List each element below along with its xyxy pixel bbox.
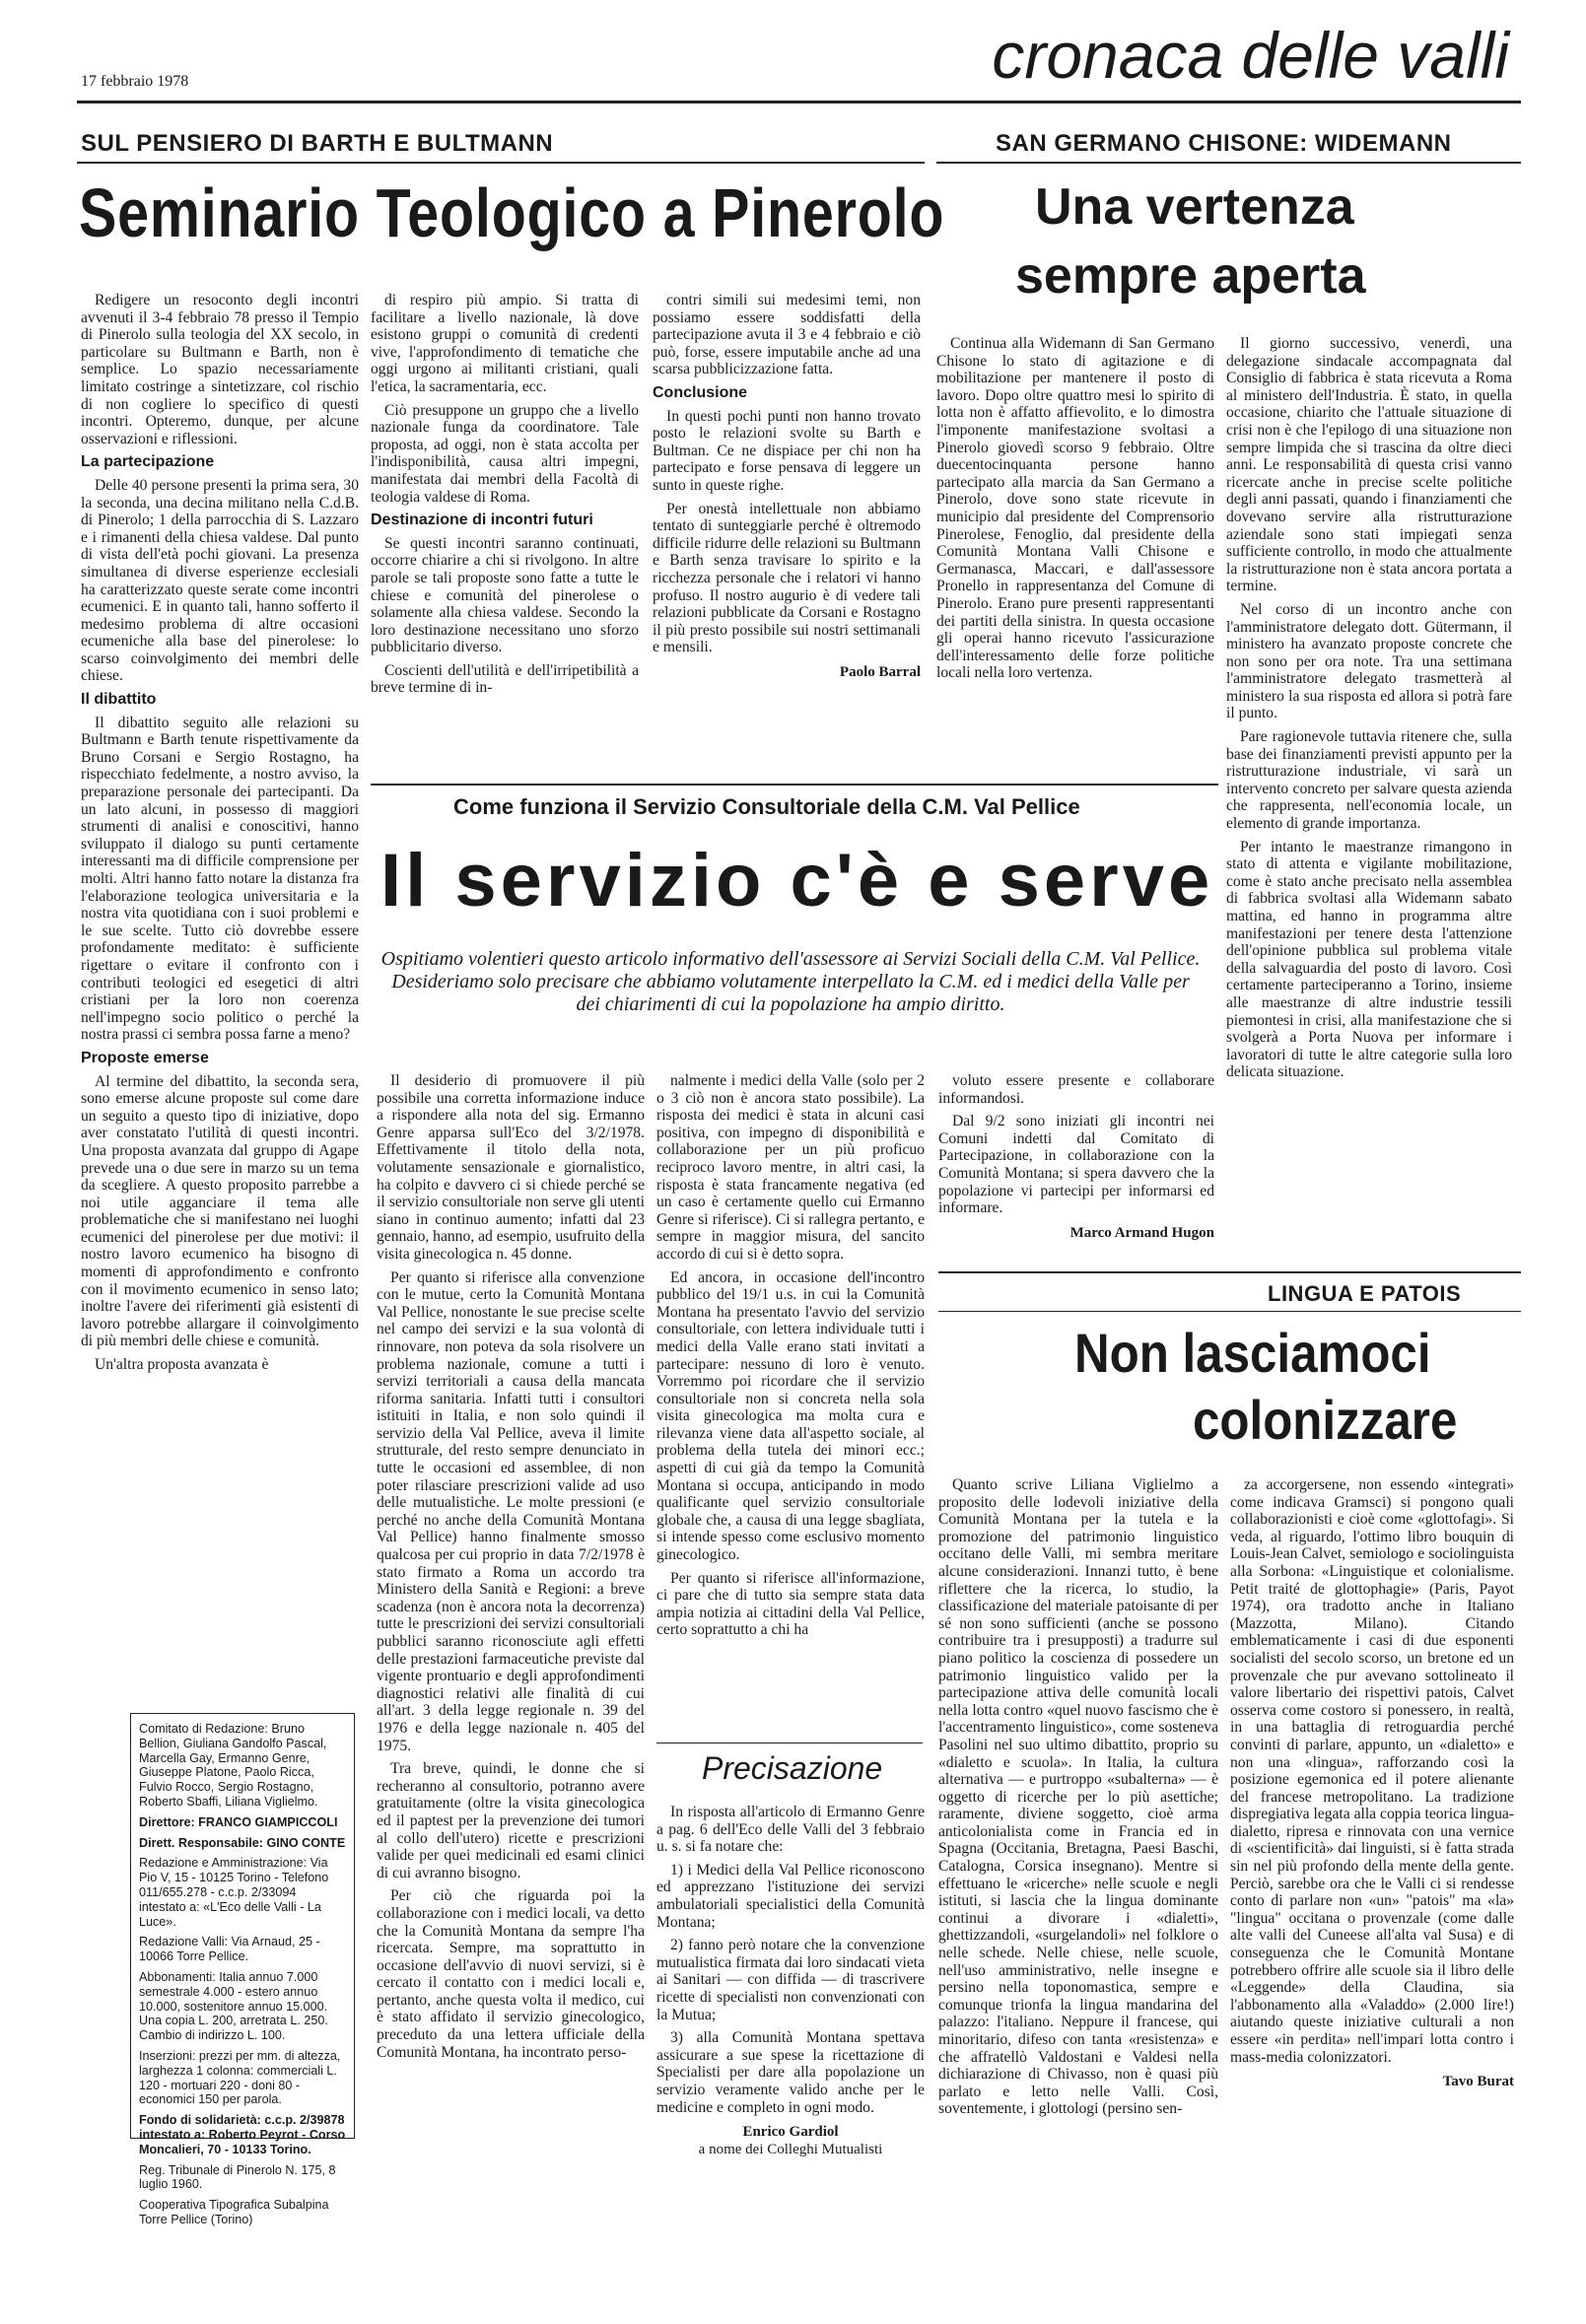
issue-date: 17 febbraio 1978: [81, 73, 189, 90]
redazione-comitato: Comitato di Redazione: Bruno Bellion, Giuliana Gandolfo Pascal, Marcella Gay, Ermanno Genre, Giuseppe Platone, Paolo Ricca, Fulvio Rocco, Sergio Rostagno, Roberto Sbaffi, Liliana Viglielmo.: [139, 1722, 327, 1809]
masthead-rule: [77, 101, 1521, 103]
kicker-rule-right: [936, 162, 1521, 164]
art5-column-2: za accorgersene, non essendo «integrati» come indicava Gramsci) si pongono quali collaborazionisti e cioè come «glottofagi». Si veda, al riguardo, l'ottimo libro bouquin di Louis-Jean Calvet, semiologo e sociolinguista alla Sorbona: «Linguistique et colonialisme. Petit traité de glottophagie» (Paris, Payot 1974), ora tradotto anche in Italiano (Mazzotta, Milano). Citando emblematicamente i casi di due esponenti socialisti del secolo scorso, un bretone ed un provenzale che pur avevano sottolineato il valore libertario dei rispettivi patois, Calvet osserva come costoro si ponessero, in realtà, in una battaglia di retroguardia perché convinti di parlare, appunto, un «dialetto» e non una «lingua», rafforzando così la posizione egemonica ed il potere alienante del francese metropolitano. La tradizione dispregiativa legata alla coppia teorica lingua-dialetto, ripresa e rinnovata con una vernice di «scientificità» dai linguisti, si è fatta strada sin nel più profondo della mente della gente. Perciò, sarebbe ora che le Valli ci si rendesse conto di parlare non «un» "patois" ma «la» "lingua" occitana o provenzale (come dalle alte valli del Cuneese all'alta val Susa) e di conseguenza che le Comunità Montane potrebbero offrire alle scuole sia il libro delle «Leggende» della Claudina, sia l'abbonamento alla «Valaddo» (2.000 lire!) aiutando queste iniziative culturali a non essere «in perdita» nell'impari lotta contro i mass-media colonizzatori. Tavo Burat: [1230, 1476, 1514, 2090]
headline-lasciamoci-2: colonizzare: [1193, 1389, 1458, 1451]
redazione-responsabile: Dirett. Responsabile: GINO CONTE: [139, 1835, 346, 1850]
art1-column-1: Redigere un resoconto degli incontri avvenuti il 3-4 febbraio 78 presso il Tempio di Pinerolo sulla teologia del XX secolo, in particolare su Bultmann e Barth, non è semplice. Lo spazio necessariamente limitato costringe a sintetizzare, col rischio di non cogliere lo specifico di questi incontri. Opteremo, dunque, per alcune osservazioni e riflessioni. La partecipazione Delle 40 persone presenti la prima sera, 30 la seconda, una decina militano nella C.d.B. di Pinerolo; 1 della parrocchia di S. Lazzaro e i rimanenti della chiesa valdese. Dal punto di vista dell'età pochi giovani. La presenza simultanea di diverse esperienze ecclesiali ha caratterizzato queste serate come incontri ecumenici. E in quanto tali, hanno sofferto il medesimo problema di altre occasioni ecumeniche alla base del pinerolese: lo scarso coinvolgimento dei membri delle chiese. Il dibattito Il dibattito seguito alle relazioni su Bultmann e Barth tenute rispettivamente da Bruno Corsani e Sergio Rostagno, ha rispecchiato fedelmente, a nostro avviso, la preparazione personale dei partecipanti. Da un lato alcuni, in possesso di maggiori strumenti di analisi e conoscitivi, hanno sviluppato il dialogo su punti certamente interessanti ma di difficile comprensione per molti. Altri hanno fatto notare la distanza fra l'elaborazione teologica universitaria e la nostra vita quotidiana con i suoi problemi e le sue scelte. Tutto ciò dovrebbe essere profondamente meditato: è sufficiente rigettare o evitare il confronto con i contributi teologici ed esegetici di altri cristiani per la loro non coerenza nell'impegno socio politico o perché la nostra prassi ci sembra possa farne a meno? Proposte emerse Al termine del dibattito, la seconda sera, sono emerse alcune proposte sul come dare un seguito a questo tipo di iniziative, dopo aver constatato l'utilità di questi incontri. Una proposta avanzata dal gruppo di Agape prevede una o due sere in marzo su un tema da scegliere. A questo proposito parrebbe a noi utile agganciare il tema alle problematiche che si manifestano nei luoghi ecumenici del pinerolese per due motivi: il nostro lavoro ecumenico ha bisogno di momenti di approfondimento e confronto con il movimento ecumenico in senso lato; inoltre l'avere dei riferimenti già esistenti di lavoro potrebbe allargare il coinvolgimento di più membri delle chiese e comunità. Un'altra proposta avanzata è: [81, 292, 359, 1374]
art2-column-2: Il giorno successivo, venerdì, una delegazione sindacale accompagnata dal Consiglio di fabbrica è stata ricevuta a Roma al ministero dell'Industria. È stato, in quella occasione, chiarito che l'attuale situazione di crisi non è che l'epilogo di una situazione non sempre limpida che si trascina da oltre dieci anni. Le responsabilità di questa crisi vanno ricercate anche in precise scelte politiche degli anni passati, quando i finanziamenti che dovevano servire alla ristrutturazione aziendale sono stati impiegati senza sufficiente controllo, in modo che attualmente la ristrutturazione non è stata ancora portata a termine. Nel corso di un incontro anche con l'amministratore delegato dott. Gütermann, il ministero ha avanzato proposte concrete che non sono per ora note. Tra una settimana l'amministratore delegato trasmetterà al ministero la sua risposta ed allora si potrà fare il punto. Pare ragionevole tuttavia ritenere che, sulla base dei finanziamenti previsti appunto per la ristrutturazione industriale, vi sarà un intervento concreto per salvare questa azienda che rappresenta, nell'economia locale, un elemento di grande importanza. Per intanto le maestranze rimangono in stato di attenta e vigilante mobilitazione, come è stato anche precisato nella assemblea di fabbrica svoltasi alla Widemann sabato mattina, ed hanno in programma altre manifestazioni per tenere desta l'attenzione dell'opinione pubblica sul problema vitale della salvaguardia del posto di lavoro. Così certamente parteciperanno a Torino, insieme alle maestranze di altre industrie tessili piemontesi in crisi, alla manifestazione che si svolgerà a Porta Nuova per informare i lavoratori di tutte le altre categorie sulla loro delicata situazione.: [1226, 335, 1512, 1081]
art5-top-rule: [938, 1271, 1521, 1273]
redazione-tipografia: Cooperativa Tipografica Subalpina Torre Pellice (Torino): [139, 2198, 329, 2226]
redazione-box: [130, 1713, 355, 2226]
redazione-valli: Redazione Valli: Via Arnaud, 25 - 10066 Torre Pellice.: [139, 1935, 320, 1964]
redazione-registro: Reg. Tribunale di Pinerolo N. 175, 8 luglio 1960.: [139, 2162, 336, 2192]
signature-hugon: Marco Armand Hugon: [1069, 1224, 1214, 1241]
redazione-fondo: Fondo di solidarietà: c.c.p. 2/39878 intestato a: Roberto Peyrot - Corso Moncalieri, 70 - 10133 Torino.: [139, 2113, 346, 2156]
art1-column-3: contri simili sui medesimi temi, non possiamo essere soddisfatti della partecipazione avuta il 3 e 4 febbraio e ciò può, forse, essere imputabile anche ad una scarsa pubblicizzazione fatta. Conclusione In questi pochi punti non hanno trovato posto le relazioni svolte su Barth e Bultman. Ce ne dispiace per chi non ha partecipato e forse pensava di leggere un sunto in queste righe. Per onestà intellettuale non abbiamo tentato di sunteggiarle perché è oltremodo difficile ridurre delle relazioni su Bultmann e Barth senza travisare lo spirito e la ricchezza personale che i relatori vi hanno profuso. Il nostro augurio è di vedere tali relazioni pubblicate da Corsani e Rostagno il più presto possibile sui nostri settimanali e mensili. Paolo Barral: [653, 292, 921, 680]
kicker-barth: SUL PENSIERO DI BARTH E BULTMANN: [81, 130, 554, 157]
redazione-direttore: Direttore: FRANCO GIAMPICCOLI: [139, 1814, 338, 1829]
signature-gardiol-sub: a nome dei Colleghi Mutualisti: [698, 2141, 883, 2157]
art3-column-2: nalmente i medici della Valle (solo per 2 o 3 ciò non è ancora stato possibile). La risposta dei medici è stata in alcuni casi positiva, con impegno di disponibilità e collaborazione per un più proficuo reciproco lavoro mentre, in altri casi, la risposta è stata francamente negativa (ed un caso è certamente quello cui Ermanno Genre si riferisce). Ci si rallegra pertanto, e sempre in maggior misura, del sancito accordo di cui si è detto sopra. Ed ancora, in occasione dell'incontro pubblico del 19/1 u.s. in cui la Comunità Montana ha presentato l'avvio del servizio consultoriale, con lettera individuale tutti i medici della Valle erano stati invitati a partecipare: nessuno di loro è venuto. Vorremmo poi ricordare che il servizio consultoriale non si concreta nella sola visita ginecologica ma molta cura e rilevanza viene data all'aspetto sociale, al problema della tutela dei minori ecc.; aspetti di cui già da tempo la Comunità Montana si occupa, anticipando in modo qualificante quel servizio consultoriale globale che, a causa di una legge sbagliata, si intende spesso come esclusivo momento ginecologico. Per quanto si riferisce all'informazione, ci pare che di tutto sia sempre stata data ampia notizia ai cittadini della Val Pellice, certo soprattutto a chi ha: [656, 1072, 925, 1639]
art3-top-rule: [371, 784, 1218, 786]
precisazione-title: Precisazione: [702, 1750, 883, 1786]
kicker-rule-left: [77, 162, 925, 164]
headline-servizio: Il servizio c'è e serve: [380, 839, 1214, 923]
masthead: [77, 18, 1521, 97]
art3-intro: Ospitiamo volentieri questo articolo informativo dell'assessore ai Servizi Sociali della C.M. Val Pellice. Desideriamo solo precisare che abbiamo volutamente interpellato la C.M. ed i medici della Valle per dei chiarimenti di cui la popolazione ha ampio diritto.: [380, 948, 1201, 1015]
redazione-inserzioni: Inserzioni: prezzi per mm. di altezza, larghezza 1 colonna: commerciali L. 120 - mortuari 220 - doni 80 - economici 150 per parola.: [139, 2048, 341, 2107]
kicker-widemann: SAN GERMANO CHISONE: WIDEMANN: [996, 130, 1452, 157]
headline-vertenza-2: sempre aperta: [1015, 247, 1366, 305]
signature-barral: Paolo Barral: [839, 663, 921, 680]
signature-burat: Tavo Burat: [1442, 2074, 1514, 2090]
signature-gardiol: Enrico Gardiol: [742, 2124, 839, 2141]
redazione-abbonamenti: Abbonamenti: Italia annuo 7.000 semestrale 4.000 - estero annuo 10.000, sostenitore annuo 15.000. Una copia L. 200, arretrata L. 250. Cambio di indirizzo L. 100.: [139, 1969, 328, 2043]
kicker-patois: LINGUA E PATOIS: [1268, 1281, 1462, 1306]
art3-column-3: voluto essere presente e collaborare informandosi. Dal 9/2 sono iniziati gli incontri nei Comuni indetti dal Comitato di Partecipazione, in collaborazione con la Comunità Montana; si spera davvero che la popolazione vi partecipi per informarsi ed informare. Marco Armand Hugon: [938, 1072, 1214, 1241]
art5-column-1: Quanto scrive Liliana Viglielmo a proposito delle lodevoli iniziative della Comunità Montana per la tutela e la promozione del patrimonio linguistico occitano delle Valli, mi sembra meritare alcune considerazioni. Innanzi tutto, è bene riflettere che la ricerca, lo studio, la classificazione del materiale patoisante di per sé non sono sufficienti (anche se possono contribuire tra i presupposti) a tradurre sul piano politico la coscienza di possedere un patrimonio linguistico valido per la partecipazione attiva delle comunità locali nella lotta contro «quel nuovo fascismo che è l'accentramento linguistico», come sosteneva Pasolini nel suo ultimo dibattito, proprio su «dialetto e scuola». In Italia, la cultura alternativa — e purtroppo «subalterna» — è oggetto di ricerche per lo più asettiche; raramente, diviene soggetto, cioè arma anticolonialista come in Francia ed in Spagna (Occitania, Bretagna, Paesi Baschi, Catalogna, Corsica insegnano). Mentre si effettuano le «ricerche» nelle scuole e negli istituti, si lascia che la lingua dominante continui a divorare i «dialetti», ghettizzandoli, «surgelandoli» nel folklore o nelle schede. Nelle chiese, nelle scuole, nell'uso amministrativo, nelle insegne e persino nella toponomastica, sempre e comunque trionfa la lingua mandarina del palazzo: l'italiano. Neppure il francese, qui minoritario, difeso con tanta «resistenza» e che affratellò Valdostani e Valdesi nella dichiarazione di Chivasso, non è quasi più parlato e letto nelle Valli. Così, soventemente, i glottologi (persino sen-: [938, 1476, 1218, 2118]
precisazione-body: In risposta all'articolo di Ermanno Genre a pag. 6 dell'Eco delle Valli del 3 febbraio u. s. si fa notare che: 1) i Medici della Val Pellice riconoscono ed apprezzano l'istituzione dei servizi ambulatoriali specialistici della Comunità Montana; 2) fanno però notare che la convenzione mutualistica firmata dai loro sindacati vieta ai Sanitari — con diffida — di trascrivere ricette di specialisti non convenzionati con la Mutua; 3) alla Comunità Montana spettava assicurare a sue spese la ricettazione di Specialisti per dare alla popolazione un servizio veramente valido anche per le medicine e completo in ogni modo. Enrico Gardiol a nome dei Colleghi Mutualisti: [656, 1804, 925, 2157]
headline-lasciamoci-1: Non lasciamoci: [1074, 1322, 1431, 1384]
art3-column-1: Il desiderio di promuovere il più possibile una corretta informazione induce a rispondere alla nota del sig. Ermanno Genre apparsa sull'Eco del 3/2/1978. Effettivamente il titolo della nota, volutamente sensazionale e giornalistico, ha colpito e davvero ci si chiede perché se il servizio consultoriale non serve gli utenti siano in continuo aumento; infatti dal 23 gennaio, hanno, ad esempio, usufruito della visita ginecologica n. 45 donne. Per quanto si riferisce alla convenzione con le mutue, certo la Comunità Montana Val Pellice, nonostante le sue precise scelte nel campo dei servizi e la sua volontà di rinnovare, non poteva da sola risolvere un problema nazionale, comune a tutti i servizi territoriali a causa della mancata riforma sanitaria. Infatti tutti i consultori istituiti in Italia, e non solo quindi il servizio della Val Pellice, aveva il limite strutturale, del resto sempre denunciato in tutte le occasioni ed assemblee, di non poter rilasciare prescrizioni valide ad uso delle mutualistiche. Le molte pressioni (e perché no anche della Comunità Montana Val Pellice) hanno finalmente smosso qualcosa per cui proprio in data 7/2/1978 è stato firmato a Roma un accordo tra Ministero della Sanità e Regioni: a breve scadenza (non è ancora nota la decorrenza) tutte le prescrizioni dei servizi consultoriali pubblici saranno riconosciute agli effetti delle prestazioni farmaceutiche previste dal vigente prontuario e degli approfondimenti diagnostici relativi alle finalità di cui all'art. 3 della legge regionale n. 39 del 1976 e della legge nazionale n. 405 del 1975. Tra breve, quindi, le donne che si recheranno al consultorio, potranno avere gratuitamente (oltre la visita ginecologica ed il paptest per la prevenzione dei tumori al collo dell'utero) ricette e prescrizioni valide per quei medicinali ed esami clinici di cui avranno bisogno. Per ciò che riguarda poi la collaborazione con i medici locali, va detto che la Comunità Montana da sempre l'ha ricercata. Sempre, ma soprattutto in occasione dell'avvio di nuovi servizi, si è cercato il contatto con i medici locali e, pertanto, anche questa volta il medico, cui è stato affidato il servizio ginecologico, preceduto da una lettera ufficiale della Comunità Montana, ha incontrato perso-: [377, 1072, 645, 2061]
art5-kicker-rule: [938, 1311, 1521, 1312]
kicker-consultorio: Come funziona il Servizio Consultoriale della C.M. Val Pellice: [453, 794, 1080, 819]
redazione-indirizzo: Redazione e Amministrazione: Via Pio V, 15 - 10125 Torino - Telefono 011/655.278 - c.c.p. 2/33094 intestato a: «L'Eco delle Valli - La Luce».: [139, 1856, 329, 1929]
art2-column-1: Continua alla Widemann di San Germano Chisone lo stato di agitazione e di mobilitazione per mantenere il posto di lavoro. Dopo oltre quattro mesi lo spirito di lotta non è affatto affievolito, e lo dimostra l'imponente manifestazione svoltasi a Pinerolo giovedì scorso 9 febbraio. Oltre duecentocinquanta persone hanno partecipato alla marcia da San Germano a Pinerolo, dove sono state ricevute in municipio dal presidente del Comprensorio Pinerolese, Fenoglio, dal presidente della Comunità Montana Valli Chisone e Germanasca, Maccari, e dall'assessore Pronello in rappresentanza del Comune di Pinerolo. Erano pure presenti rappresentanti dei partiti della sinistra. In questa occasione gli operai hanno ricevuto l'assicurazione dell'interessamento delle forze politiche locali nella loro vertenza.: [936, 335, 1214, 682]
section-title: cronaca delle valli: [992, 19, 1509, 92]
art1-column-2: di respiro più ampio. Si tratta di facilitare a livello nazionale, là dove esistono gruppi o comunità di credenti vive, l'approfondimento di tematiche che oggi urgono ai militanti cristiani, quali l'etica, la sacramentaria, ecc. Ciò presuppone un gruppo che a livello nazionale funga da coordinatore. Tale proposta, ad oggi, non è stata accolta per l'indisponibilità, causa altri impegni, manifestata dai membri della Facoltà di teologia valdese di Roma. Destinazione di incontri futuri Se questi incontri saranno continuati, occorre chiarire a chi si rivolgono. In altre parole se tali proposte sono fatte a tutte le chiese e comunità del pinerolese o solamente alla chiesa valdese. Secondo la loro destinazione necessitano uno sforzo pubblicitario diverso. Coscienti dell'utilità e dell'irripetibilità a breve termine di in-: [371, 292, 639, 697]
headline-seminario: Seminario Teologico a Pinerolo: [79, 174, 945, 251]
headline-vertenza-1: Una vertenza: [1035, 178, 1354, 236]
